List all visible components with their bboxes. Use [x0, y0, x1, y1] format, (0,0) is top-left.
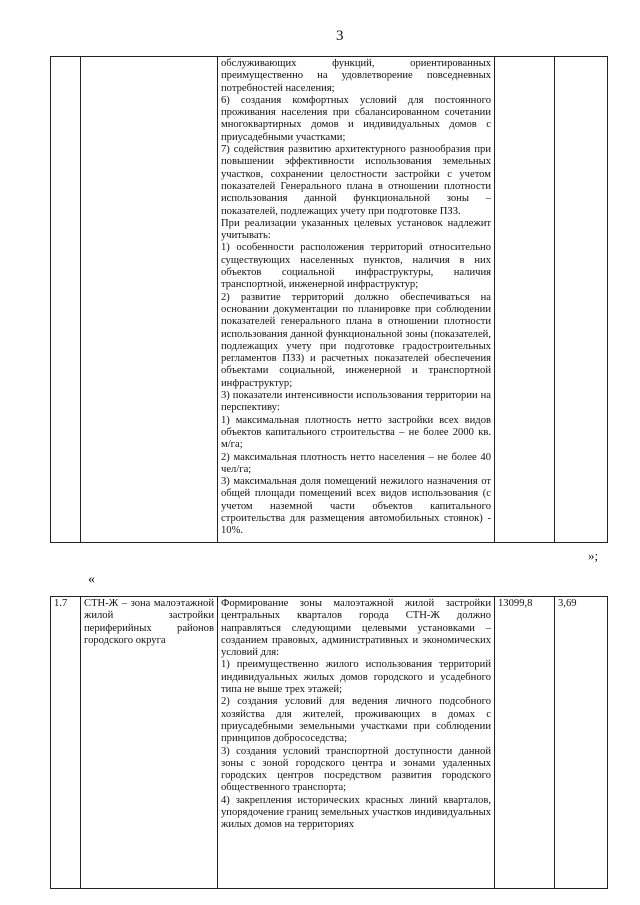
paragraph: 2) создания условий для ведения личного подсобного хозяйства для жителей, проживающих в домах с приусадебными земельными участками при соблюдении принципов добрососедства;	[221, 696, 491, 745]
paragraph: 1) преимущественно жилого использования территорий индивидуальных жилых домов городского и усадебного типа не выше трех этажей;	[221, 659, 491, 696]
zone-table-new	[50, 596, 608, 889]
page-number: 3	[336, 28, 344, 44]
closing-quote: »;	[588, 548, 599, 563]
paragraph: При реализации указанных целевых установок надлежит учитывать:	[221, 217, 491, 242]
table-cell-percent	[555, 57, 608, 543]
paragraph: 7) содействия развитию архитектурного разнообразия при повышении эффективности использования земельных участков, сохранении целостности застройки с учетом показателей Генерального плана в отношении плотности использования данной функциональной зоны – показателей, подлежащих учету при подготовке ПЗЗ.	[221, 144, 491, 217]
zone-table-continued	[50, 56, 608, 543]
opening-quote: «	[88, 572, 95, 587]
paragraph: обслуживающих функций, ориентированных преимущественно на удовлетворение повседневных потребностей населения;	[221, 58, 491, 94]
table-cell-description	[218, 597, 495, 889]
paragraph: 4) закрепления исторических красных линий кварталов, упорядочение границ земельных участков индивидуальных жилых домов на территориях	[221, 794, 491, 831]
zone-area: 13099,8	[495, 597, 555, 889]
zone-name: СТН-Ж – зона малоэтажной жилой застройки периферийных районов городского округа	[81, 597, 218, 889]
table-cell-description	[218, 57, 495, 543]
table-cell-area	[495, 57, 555, 543]
paragraph: Формирование зоны малоэтажной жилой застройки центральных кварталов города СТН-Ж должно направляться следующими целевыми установками – созданием правовых, административных и экономических условий для:	[221, 598, 491, 659]
paragraph: 1) максимальная плотность нетто застройки всех видов объектов капитального строительства – не более 2000 кв. м/га;	[221, 414, 491, 451]
paragraph: 3) максимальная доля помещений нежилого назначения от общей площади помещений всех видов использования (с учетом наземной части объектов капитального строительства для размещения автомобильных стоянок) - 10%.	[221, 476, 491, 537]
paragraph: 2) развитие территорий должно обеспечиваться на основании документации по планировке при соблюдении показателей генерального плана в отношении плотности использования данной функциональной зоны (показателей, подлежащих учету при подготовке градостроительных регламентов ПЗЗ) и расчетных показателей обеспечения объектами социальной, инженерной и транспортной инфраструктур;	[221, 291, 491, 389]
table-cell-number	[51, 57, 81, 543]
paragraph: 1) особенности расположения территорий относительно существующих населенных пунктов, наличия в них объектов социальной инфраструктуры, наличия транспортной, инженерной инфраструктур;	[221, 242, 491, 291]
paragraph: 3) показатели интенсивности использования территории на перспективу:	[221, 390, 491, 414]
paragraph: 3) создания условий транспортной доступности данной зоны с зоной городского центра и зонами удаленных городских центров посредством развития городского общественного транспорта;	[221, 745, 491, 794]
zone-percent: 3,69	[555, 597, 608, 889]
zone-number: 1.7	[51, 597, 81, 889]
paragraph: 6) создания комфортных условий для постоянного проживания населения при сбалансированном сочетании многоквартирных домов и индивидуальных домов с приусадебными участками;	[221, 94, 491, 143]
paragraph: 2) максимальная плотность нетто населения – не более 40 чел/га;	[221, 451, 491, 475]
table-cell-zone	[81, 57, 218, 543]
